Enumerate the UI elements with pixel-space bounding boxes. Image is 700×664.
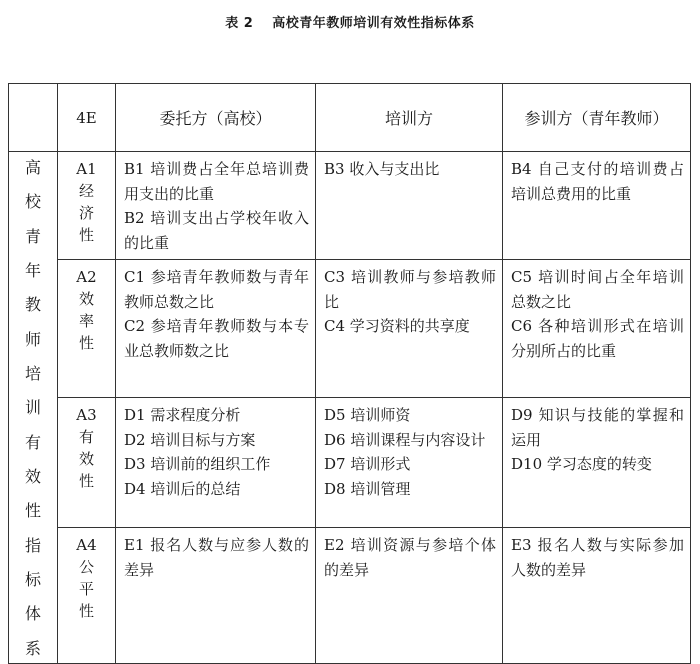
indicator-table — [8, 83, 691, 664]
category-code: A4 — [76, 536, 97, 554]
client-indicators — [116, 260, 316, 398]
indicator-item: B1 培训费占全年总培训费用支出的比重 — [124, 160, 309, 203]
indicator-item: D2 培训目标与方案 — [124, 430, 256, 449]
indicator-item: E1 报名人数与应参人数的差异 — [124, 536, 309, 579]
indicator-item: B3 收入与支出比 — [324, 160, 440, 178]
trainee-indicators — [503, 260, 691, 398]
header-trainer: 培训方 — [316, 84, 503, 152]
trainer-indicators — [316, 260, 503, 398]
indicator-item: C2 参培青年教师数与本专业总教师数之比 — [124, 317, 309, 360]
category-cell: A1 经 济 性 — [58, 152, 116, 260]
indicator-item: D9 知识与技能的掌握和运用 — [511, 406, 684, 449]
header-client: 委托方（高校） — [116, 84, 316, 152]
table-title: 高校青年教师培训有效性指标体系 — [272, 16, 475, 31]
client-indicators — [116, 398, 316, 528]
indicator-item: C4 学习资料的共享度 — [324, 317, 470, 335]
indicator-item: B2 培训支出占学校年收入的比重 — [124, 209, 309, 252]
indicator-item: D7 培训形式 — [324, 455, 411, 473]
trainer-indicators — [316, 398, 503, 528]
indicator-item: D5 培训师资 — [324, 406, 411, 424]
table-caption — [0, 12, 700, 31]
category-cell: A3 有 效 性 — [58, 398, 116, 528]
category-code: A3 — [76, 406, 97, 424]
category-code: A2 — [76, 268, 97, 286]
indicator-item: C5 培训时间占全年培训总数之比 — [511, 268, 684, 311]
trainee-indicators — [503, 528, 691, 664]
trainer-indicators — [316, 528, 503, 664]
trainer-indicators — [316, 152, 503, 260]
indicator-item: D1 需求程度分析 — [124, 406, 241, 424]
indicator-item: D3 培训前的组织工作 — [124, 455, 271, 473]
header-blank-cell — [9, 84, 58, 152]
client-indicators — [116, 528, 316, 664]
side-label-cell — [9, 152, 58, 664]
category-cell: A2 效 率 性 — [58, 260, 116, 398]
header-corner-cell: 4E — [58, 84, 116, 152]
indicator-item: C1 参培青年教师数与青年教师总数之比 — [124, 268, 309, 311]
side-label: 高 校 青 年 教 师 培 训 有 效 性 指 标 体 系 — [24, 158, 41, 658]
indicator-item: D8 培训管理 — [324, 479, 411, 498]
header-row — [9, 84, 691, 152]
category-code: A1 — [76, 160, 97, 178]
table-row — [9, 260, 691, 398]
table-number: 表 2 — [225, 16, 254, 31]
indicator-item: C3 培训教师与参培教师比 — [324, 268, 496, 311]
indicator-item: E2 培训资源与参培个体的差异 — [324, 536, 496, 579]
indicator-item: B4 自己支付的培训费占培训总费用的比重 — [511, 160, 684, 203]
trainee-indicators — [503, 152, 691, 260]
indicator-item: D4 培训后的总结 — [124, 479, 241, 498]
indicator-item: D10 学习态度的转变 — [511, 455, 652, 473]
client-indicators — [116, 152, 316, 260]
trainee-indicators — [503, 398, 691, 528]
category-cell: A4 公 平 性 — [58, 528, 116, 664]
indicator-item: E3 报名人数与实际参加人数的差异 — [511, 536, 684, 579]
table-row — [9, 528, 691, 664]
table-row — [9, 398, 691, 528]
table-row — [9, 152, 691, 260]
indicator-item: D6 培训课程与内容设计 — [324, 430, 486, 449]
indicator-item: C6 各种培训形式在培训分别所占的比重 — [511, 317, 684, 360]
header-trainee: 参训方（青年教师） — [503, 84, 691, 152]
